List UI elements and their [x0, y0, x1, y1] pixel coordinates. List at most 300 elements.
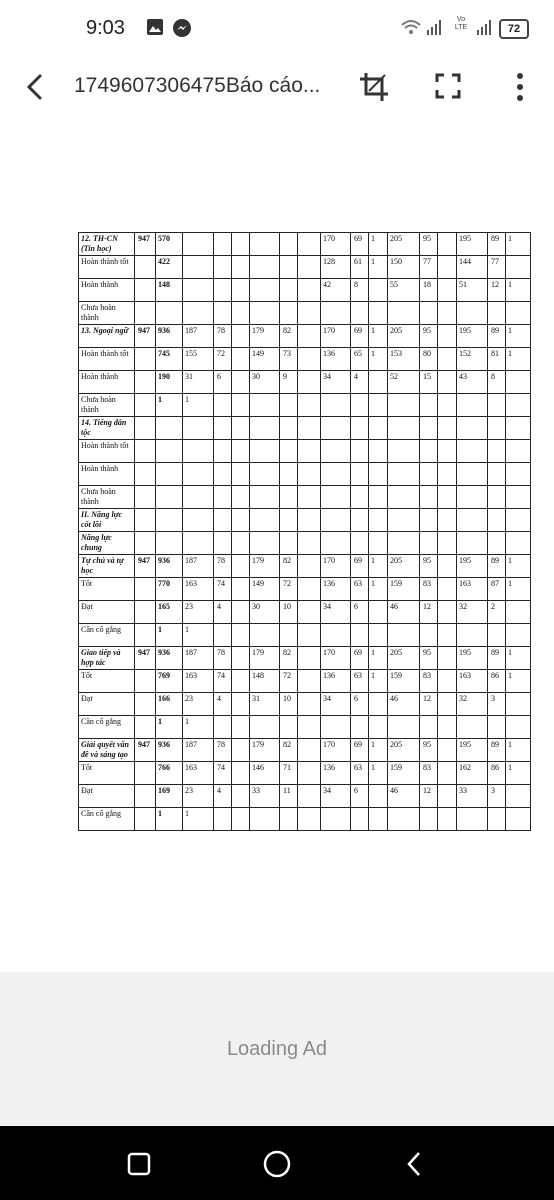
value-cell	[135, 279, 156, 302]
table-row	[79, 486, 531, 509]
value-cell: 30	[250, 371, 280, 394]
value-cell	[438, 670, 457, 693]
value-cell	[250, 486, 280, 509]
value-cell	[298, 808, 321, 831]
value-cell	[232, 601, 250, 624]
value-cell: 30	[250, 601, 280, 624]
value-cell	[438, 601, 457, 624]
value-cell	[351, 509, 369, 532]
value-cell: 4	[214, 785, 232, 808]
value-cell: 195	[457, 647, 488, 670]
value-cell	[298, 486, 321, 509]
value-cell: 3	[488, 785, 506, 808]
table-row	[79, 739, 531, 762]
table-row	[79, 624, 531, 647]
value-cell	[321, 394, 351, 417]
value-cell	[250, 509, 280, 532]
value-cell: 149	[250, 348, 280, 371]
value-cell	[488, 302, 506, 325]
table-row	[79, 716, 531, 739]
value-cell	[298, 509, 321, 532]
value-cell: 136	[321, 578, 351, 601]
value-cell: 947	[135, 555, 156, 578]
value-cell	[214, 808, 232, 831]
value-cell	[457, 417, 488, 440]
value-cell: 23	[183, 693, 214, 716]
value-cell	[232, 785, 250, 808]
value-cell: 23	[183, 785, 214, 808]
value-cell	[488, 624, 506, 647]
value-cell: 12	[488, 279, 506, 302]
value-cell: 136	[321, 348, 351, 371]
value-cell	[135, 348, 156, 371]
value-cell: 43	[457, 371, 488, 394]
value-cell	[420, 394, 438, 417]
value-cell	[321, 302, 351, 325]
home-icon[interactable]	[262, 1149, 292, 1184]
value-cell	[280, 394, 298, 417]
value-cell	[506, 371, 531, 394]
messenger-notification-icon	[172, 18, 192, 43]
value-cell	[369, 808, 388, 831]
value-cell	[280, 256, 298, 279]
navigation-bar	[0, 1126, 554, 1200]
value-cell: 87	[488, 578, 506, 601]
value-cell	[232, 509, 250, 532]
value-cell: 159	[388, 670, 420, 693]
value-cell	[232, 578, 250, 601]
value-cell: 153	[388, 348, 420, 371]
battery-indicator: 72	[499, 19, 529, 39]
value-cell	[438, 279, 457, 302]
value-cell: 32	[457, 601, 488, 624]
value-cell	[214, 279, 232, 302]
value-cell	[321, 417, 351, 440]
value-cell: 1	[506, 555, 531, 578]
value-cell	[388, 716, 420, 739]
crop-icon[interactable]	[358, 70, 390, 109]
value-cell	[506, 463, 531, 486]
value-cell	[438, 394, 457, 417]
table-row	[79, 279, 531, 302]
value-cell	[298, 555, 321, 578]
value-cell: 1	[183, 808, 214, 831]
value-cell: 95	[420, 325, 438, 348]
value-cell	[214, 716, 232, 739]
value-cell	[438, 440, 457, 463]
value-cell: 15	[420, 371, 438, 394]
value-cell	[321, 532, 351, 555]
row-label-cell: Hoàn thành tốt	[79, 348, 135, 371]
value-cell: 82	[280, 647, 298, 670]
value-cell	[420, 716, 438, 739]
value-cell	[506, 486, 531, 509]
row-label-cell: Tốt	[79, 578, 135, 601]
value-cell	[488, 716, 506, 739]
row-label-cell: Chưa hoàn thành	[79, 302, 135, 325]
value-cell	[135, 486, 156, 509]
value-cell: 33	[250, 785, 280, 808]
value-cell	[183, 417, 214, 440]
value-cell: 42	[321, 279, 351, 302]
value-cell: 163	[183, 578, 214, 601]
fullscreen-icon[interactable]	[434, 72, 462, 105]
value-cell	[388, 463, 420, 486]
value-cell: 6	[214, 371, 232, 394]
value-cell	[457, 440, 488, 463]
value-cell	[457, 532, 488, 555]
value-cell	[232, 325, 250, 348]
row-label-cell: 14. Tiếng dân tộc	[79, 417, 135, 440]
value-cell	[438, 532, 457, 555]
value-cell	[250, 279, 280, 302]
value-cell	[506, 394, 531, 417]
value-cell: 89	[488, 555, 506, 578]
value-cell: 73	[280, 348, 298, 371]
value-cell	[438, 233, 457, 256]
value-cell	[183, 279, 214, 302]
row-label-cell: Hoàn thành	[79, 371, 135, 394]
value-cell: 8	[488, 371, 506, 394]
value-cell: 769	[156, 670, 183, 693]
value-cell	[420, 417, 438, 440]
value-cell	[298, 785, 321, 808]
table-row	[79, 555, 531, 578]
gallery-notification-icon	[146, 18, 164, 41]
value-cell	[506, 509, 531, 532]
value-cell	[298, 532, 321, 555]
value-cell	[369, 302, 388, 325]
value-cell	[135, 302, 156, 325]
value-cell: 947	[135, 647, 156, 670]
value-cell	[135, 716, 156, 739]
value-cell: 179	[250, 325, 280, 348]
value-cell	[214, 417, 232, 440]
value-cell: 947	[135, 233, 156, 256]
value-cell: 46	[388, 785, 420, 808]
value-cell	[298, 716, 321, 739]
value-cell	[280, 417, 298, 440]
value-cell	[488, 417, 506, 440]
value-cell	[438, 509, 457, 532]
table-row	[79, 302, 531, 325]
value-cell: 1	[369, 348, 388, 371]
row-label-cell: Giải quyết vấn đề và sáng tạo	[79, 739, 135, 762]
value-cell	[232, 808, 250, 831]
row-label-cell: Tốt	[79, 762, 135, 785]
value-cell: 155	[183, 348, 214, 371]
value-cell: 77	[420, 256, 438, 279]
value-cell: 936	[156, 555, 183, 578]
volte-label: Vo LTE	[454, 16, 468, 31]
value-cell: 86	[488, 670, 506, 693]
value-cell	[250, 440, 280, 463]
row-label-cell: II. Năng lực cốt lõi	[79, 509, 135, 532]
table-row	[79, 256, 531, 279]
value-cell	[506, 785, 531, 808]
value-cell	[298, 670, 321, 693]
value-cell	[156, 440, 183, 463]
app-bar	[0, 56, 554, 118]
value-cell	[280, 532, 298, 555]
table-row	[79, 417, 531, 440]
value-cell: 205	[388, 739, 420, 762]
value-cell: 1	[506, 279, 531, 302]
value-cell	[250, 256, 280, 279]
value-cell	[321, 440, 351, 463]
value-cell	[232, 233, 250, 256]
value-cell: 23	[183, 601, 214, 624]
value-cell: 46	[388, 693, 420, 716]
value-cell: 4	[214, 601, 232, 624]
value-cell: 6	[351, 785, 369, 808]
value-cell: 78	[214, 555, 232, 578]
back-arrow-icon[interactable]	[22, 70, 52, 104]
value-cell: 936	[156, 647, 183, 670]
row-label-cell: Chưa hoàn thành	[79, 394, 135, 417]
value-cell	[506, 532, 531, 555]
value-cell: 10	[280, 601, 298, 624]
value-cell	[457, 509, 488, 532]
value-cell	[183, 509, 214, 532]
value-cell	[280, 440, 298, 463]
value-cell	[321, 808, 351, 831]
value-cell	[506, 302, 531, 325]
value-cell	[214, 256, 232, 279]
value-cell	[280, 279, 298, 302]
value-cell	[214, 463, 232, 486]
value-cell	[135, 394, 156, 417]
value-cell	[506, 417, 531, 440]
value-cell	[506, 716, 531, 739]
value-cell	[438, 624, 457, 647]
value-cell	[369, 279, 388, 302]
value-cell	[232, 486, 250, 509]
document-page	[78, 232, 530, 831]
ad-banner[interactable]	[0, 972, 554, 1126]
value-cell: 89	[488, 233, 506, 256]
value-cell	[438, 256, 457, 279]
table-row	[79, 762, 531, 785]
more-options-icon[interactable]	[510, 70, 530, 104]
value-cell	[298, 256, 321, 279]
value-cell	[232, 555, 250, 578]
value-cell	[156, 486, 183, 509]
value-cell	[135, 578, 156, 601]
value-cell	[135, 440, 156, 463]
value-cell: 4	[351, 371, 369, 394]
value-cell: 745	[156, 348, 183, 371]
value-cell: 69	[351, 647, 369, 670]
value-cell	[298, 302, 321, 325]
value-cell: 31	[250, 693, 280, 716]
value-cell: 150	[388, 256, 420, 279]
value-cell	[438, 762, 457, 785]
value-cell	[369, 440, 388, 463]
value-cell	[135, 601, 156, 624]
value-cell: 18	[420, 279, 438, 302]
value-cell	[351, 302, 369, 325]
value-cell: 1	[156, 394, 183, 417]
value-cell: 78	[214, 647, 232, 670]
value-cell	[250, 808, 280, 831]
value-cell: 33	[457, 785, 488, 808]
value-cell	[214, 394, 232, 417]
value-cell	[438, 348, 457, 371]
value-cell	[351, 486, 369, 509]
value-cell	[457, 808, 488, 831]
value-cell: 1	[369, 555, 388, 578]
value-cell: 3	[488, 693, 506, 716]
value-cell	[420, 486, 438, 509]
value-cell	[488, 486, 506, 509]
value-cell: 1	[156, 716, 183, 739]
value-cell: 1	[183, 624, 214, 647]
value-cell	[232, 647, 250, 670]
value-cell: 6	[351, 693, 369, 716]
value-cell: 32	[457, 693, 488, 716]
value-cell	[506, 693, 531, 716]
table-row	[79, 348, 531, 371]
row-label-cell: Hoàn thành tốt	[79, 256, 135, 279]
value-cell	[321, 624, 351, 647]
value-cell: 46	[388, 601, 420, 624]
value-cell: 12	[420, 693, 438, 716]
value-cell: 146	[250, 762, 280, 785]
value-cell	[506, 808, 531, 831]
value-cell: 95	[420, 233, 438, 256]
value-cell	[135, 417, 156, 440]
value-cell	[351, 624, 369, 647]
table-row	[79, 233, 531, 256]
value-cell: 83	[420, 762, 438, 785]
value-cell	[298, 417, 321, 440]
value-cell	[298, 325, 321, 348]
value-cell: 71	[280, 762, 298, 785]
value-cell	[280, 808, 298, 831]
value-cell	[388, 509, 420, 532]
value-cell: 1	[183, 716, 214, 739]
value-cell	[280, 302, 298, 325]
value-cell: 170	[321, 739, 351, 762]
row-label-cell: Hoàn thành tốt	[79, 440, 135, 463]
value-cell: 170	[321, 647, 351, 670]
value-cell: 81	[488, 348, 506, 371]
signal-icon	[426, 18, 442, 41]
value-cell: 63	[351, 670, 369, 693]
value-cell: 4	[214, 693, 232, 716]
value-cell: 82	[280, 739, 298, 762]
value-cell	[420, 440, 438, 463]
value-cell: 69	[351, 555, 369, 578]
value-cell	[420, 463, 438, 486]
table-row	[79, 808, 531, 831]
value-cell: 1	[506, 670, 531, 693]
value-cell: 34	[321, 785, 351, 808]
value-cell	[298, 601, 321, 624]
value-cell: 63	[351, 578, 369, 601]
value-cell: 152	[457, 348, 488, 371]
row-label-cell: Tốt	[79, 670, 135, 693]
value-cell: 77	[488, 256, 506, 279]
value-cell: 195	[457, 555, 488, 578]
value-cell	[369, 624, 388, 647]
table-row	[79, 647, 531, 670]
value-cell	[369, 417, 388, 440]
value-cell	[135, 463, 156, 486]
value-cell	[214, 532, 232, 555]
value-cell	[321, 716, 351, 739]
value-cell: 74	[214, 578, 232, 601]
value-cell: 95	[420, 739, 438, 762]
value-cell: 422	[156, 256, 183, 279]
ad-loading-text: Loading Ad	[226, 1038, 328, 1060]
value-cell	[280, 463, 298, 486]
value-cell: 10	[280, 693, 298, 716]
value-cell	[457, 394, 488, 417]
value-cell: 52	[388, 371, 420, 394]
value-cell: 1	[369, 325, 388, 348]
value-cell	[420, 624, 438, 647]
value-cell	[321, 486, 351, 509]
value-cell	[135, 762, 156, 785]
value-cell	[135, 532, 156, 555]
value-cell	[321, 463, 351, 486]
value-cell	[369, 463, 388, 486]
value-cell: 165	[156, 601, 183, 624]
value-cell	[280, 716, 298, 739]
value-cell	[438, 808, 457, 831]
value-cell: 2	[488, 601, 506, 624]
value-cell: 136	[321, 762, 351, 785]
back-nav-icon[interactable]	[404, 1150, 424, 1183]
value-cell	[321, 509, 351, 532]
value-cell	[457, 463, 488, 486]
report-table	[78, 232, 531, 831]
value-cell	[135, 670, 156, 693]
value-cell: 69	[351, 739, 369, 762]
value-cell: 34	[321, 371, 351, 394]
value-cell	[298, 394, 321, 417]
value-cell	[135, 785, 156, 808]
value-cell	[250, 394, 280, 417]
value-cell	[438, 302, 457, 325]
table-row	[79, 693, 531, 716]
value-cell	[369, 785, 388, 808]
value-cell	[506, 601, 531, 624]
value-cell	[488, 509, 506, 532]
value-cell	[183, 532, 214, 555]
value-cell	[438, 325, 457, 348]
value-cell: 169	[156, 785, 183, 808]
row-label-cell: Cần cố gắng	[79, 716, 135, 739]
value-cell	[351, 463, 369, 486]
value-cell	[369, 693, 388, 716]
value-cell: 12	[420, 601, 438, 624]
value-cell: 163	[457, 670, 488, 693]
value-cell	[298, 279, 321, 302]
row-label-cell: 12. TH-CN (Tin học)	[79, 233, 135, 256]
value-cell: 83	[420, 578, 438, 601]
value-cell	[457, 302, 488, 325]
row-label-cell: Năng lực chung	[79, 532, 135, 555]
value-cell: 55	[388, 279, 420, 302]
value-cell: 1	[369, 233, 388, 256]
value-cell	[351, 808, 369, 831]
value-cell	[488, 463, 506, 486]
recents-icon[interactable]	[127, 1152, 151, 1181]
table-row	[79, 463, 531, 486]
